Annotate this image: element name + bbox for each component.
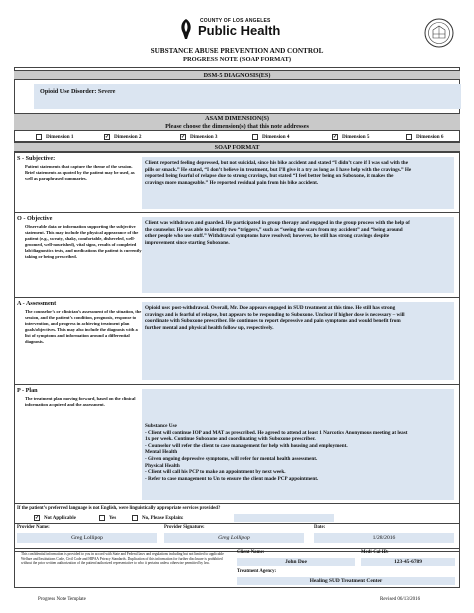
subjective-line: Client reported feeling depressed, but not suicidal, since his bike accident and stated “I didn’t care if I was sad with the <box>145 160 408 166</box>
logo-mark-icon <box>178 18 194 40</box>
checkbox-box[interactable] <box>252 134 258 140</box>
provider-signature-row <box>14 523 460 543</box>
dimension-label: Dimension 1 <box>46 134 74 140</box>
subjective-field[interactable] <box>142 157 454 209</box>
plan-field[interactable] <box>142 389 454 500</box>
treatment-agency-field[interactable]: Healing SUD Treatment Center <box>237 577 455 585</box>
dsm-diagnosis-field[interactable]: Opioid Use Disorder: Severe <box>34 84 461 109</box>
dimension-label: Dimension 5 <box>342 134 370 140</box>
subjective-line: pills or smack.” He stated, “I don’t believe in treatment, but I’ll give it a try as long as I have help with the cravings.” He <box>145 166 412 173</box>
checkbox-box[interactable] <box>36 134 42 140</box>
dimension-5-checkbox[interactable] <box>332 133 370 141</box>
date-label: Date: <box>314 525 326 530</box>
page-header <box>0 0 474 63</box>
subjective-line: cravings more manageable.” He reported residual pain from his bike accident. <box>145 179 319 186</box>
plan-title: P - Plan <box>17 387 38 394</box>
assessment-line: coordinate with Suboxone prescriber. He continues to report depressive and pain symptoms and would benefit from <box>145 318 401 325</box>
objective-title: O - Objective <box>17 215 53 222</box>
dimension-4-checkbox[interactable] <box>252 133 290 141</box>
dimension-label: Dimension 6 <box>416 134 444 140</box>
dimension-2-checkbox[interactable] <box>104 133 142 141</box>
objective-field[interactable] <box>142 217 454 293</box>
objective-line: Client was withdrawn and guarded. He participated in group therapy and engaged in the group process with the help of <box>145 220 410 226</box>
dimension-label: Dimension 2 <box>114 134 142 140</box>
soap-heading: SOAP FORMAT <box>14 142 460 152</box>
provider-name-field[interactable]: Greg Lollipop <box>17 533 157 543</box>
checkbox-box[interactable] <box>406 134 412 140</box>
asam-heading-block <box>14 113 460 131</box>
assessment-line: cravings and is fearful of relapse, but appears to be responding to Suboxone. Unclear if higher dose is necessary – will <box>145 311 405 318</box>
objective-description: Observable data or information supporting the subjective statement. This may include the physical appearance of the patient (e.g., sweaty, shaky, comfortable, disheveled, well-groomed, well-nourished), vital signs, results of completed lab/diagnostics tests, and medications the patient is currently taking or being prescribed. <box>25 224 142 259</box>
not-applicable-checkbox[interactable] <box>34 515 76 521</box>
objective-section <box>14 212 460 297</box>
language-question: If the patient’s preferred language is not English, were linguistically appropriate services provided? <box>17 506 221 511</box>
checkbox-box[interactable]: ✓ <box>35 516 40 521</box>
option-label: Not Applicable <box>44 515 76 521</box>
county-seal-icon <box>424 18 454 48</box>
dimension-6-checkbox[interactable] <box>406 133 444 141</box>
dimension-label: Dimension 3 <box>190 134 218 140</box>
dimension-3-checkbox[interactable] <box>180 133 218 141</box>
public-health-logo <box>178 18 298 40</box>
objective-line: improvement since starting Suboxone. <box>145 239 230 246</box>
dsm-heading: DSM-5 DIAGNOSIS(ES) <box>14 70 460 80</box>
plan-line: - Given ongoing depressive symptoms, will refer for mental health assessment. <box>145 455 318 462</box>
plan-line: Mental Health <box>145 449 178 456</box>
checkbox-box[interactable]: ✓ <box>181 135 186 140</box>
subjective-title: S - Subjective: <box>17 155 56 162</box>
plan-line: Substance Use <box>145 423 177 429</box>
asam-instruction: Please choose the dimension(s) that this note addresses <box>165 123 309 130</box>
plan-line: 1x per week. Continue Suboxone and coordinating with Suboxone prescriber. <box>145 436 316 443</box>
provider-name-label: Provider Name: <box>17 525 50 530</box>
assessment-field[interactable] <box>142 302 454 380</box>
option-label: No, Please Explain: <box>142 515 184 521</box>
client-info-block <box>14 548 460 588</box>
plan-line: - Counselor will refer the client to case management for help with housing and employment. <box>145 442 348 449</box>
subjective-line: reported being fearful of relapse due to strong cravings, but stated “I feel better being on Suboxone, it makes the <box>145 173 394 180</box>
asam-dimensions <box>14 131 460 142</box>
dimension-label: Dimension 4 <box>262 134 290 140</box>
template-label: Progress Note Template <box>38 597 86 602</box>
checkbox-box[interactable]: ✓ <box>333 135 338 140</box>
objective-line: the counselor. He was able to identify two “triggers,” such as “seeing the scars from my accident” and “being around <box>145 226 403 233</box>
assessment-line: further mental and physical health follow up, respectively. <box>145 324 274 331</box>
assessment-line: Opioid use: post-withdrawal. Overall, Mr. Doe appears engaged in SUD treatment at this time. He still has strong <box>145 305 396 311</box>
subjective-description: Patient statements that capture the theme of the session. Brief statements as quoted by the patient may be used, as well as paraphrased summaries. <box>25 164 135 181</box>
confidentiality-notice: This confidential information is provided to you in accord with State and Federal laws and regulations including but not limited to applicable Welfare and Institutions Code, Civil Code and HIPAA Privacy Standards. Duplication of this information for further disclosure is prohibited without the prior written authorization of the patient/authorized representative to who it pertains unless otherwise permitted by law. <box>21 552 224 566</box>
client-name-field[interactable]: John Doe <box>237 558 355 566</box>
plan-section <box>14 384 460 503</box>
plan-line: - Client will continue IOP and MAT as prescribed. He agreed to attend at least 1 Narcotics Anonymous meeting at least <box>145 429 408 436</box>
logo-county-text: COUNTY OF LOS ANGELES <box>200 18 271 24</box>
asam-heading: ASAM DIMENSION(S) <box>205 115 269 122</box>
logo-name-text: Public Health <box>198 23 281 38</box>
assessment-section <box>14 297 460 384</box>
provider-signature-field[interactable]: Greg Lollipop <box>164 533 304 543</box>
form-subtitle: PROGRESS NOTE (SOAP FORMAT) <box>182 56 292 63</box>
dimension-1-checkbox[interactable] <box>36 133 74 141</box>
assessment-title: A - Assessment <box>17 300 57 307</box>
revised-date: Revised 06/13/2016 <box>380 597 421 602</box>
plan-description: The treatment plan moving forward, based on the clinical information acquired and the assessment. <box>25 396 136 407</box>
medical-id-field[interactable]: 123-45-6789 <box>361 558 455 566</box>
client-name-label: Client Name: <box>237 550 265 555</box>
form-title: SUBSTANCE ABUSE PREVENTION AND CONTROL <box>150 47 324 55</box>
subjective-section <box>14 152 460 212</box>
language-services-row <box>14 503 460 523</box>
treatment-agency-label: Treatment Agency: <box>237 569 277 574</box>
yes-checkbox[interactable] <box>99 515 116 521</box>
medical-id-label: Medi-Cal ID: <box>361 550 389 555</box>
dsm-row <box>14 81 460 114</box>
plan-line: - Client will call his PCP to make an appointment by next week. <box>145 469 286 476</box>
plan-line: Physical Health <box>145 462 180 469</box>
no-explain-checkbox[interactable] <box>132 515 184 521</box>
date-field[interactable]: 1/28/2016 <box>314 533 454 543</box>
checkbox-box[interactable] <box>132 515 138 521</box>
checkbox-box[interactable]: ✓ <box>105 135 110 140</box>
language-explain-field[interactable] <box>234 514 334 522</box>
checkbox-box[interactable] <box>99 515 105 521</box>
provider-signature-label: Provider Signature: <box>164 525 205 530</box>
plan-line: - Refer to case management to Un to ensure the client made PCP appointment. <box>145 475 319 482</box>
option-label: Yes <box>109 515 117 521</box>
assessment-description: The counselor’s or clinician’s assessment of the situation, the session, and the patient’s condition, prognosis, response to intervention, and progress in achieving treatment plan goals/objectives. This may also include the diagnosis with a list of symptoms and information around a differential diagnosis. <box>25 309 142 344</box>
objective-line: other people who use stuff.” Withdrawal symptoms have resolved; however, he still has strong cravings despite <box>145 233 390 240</box>
